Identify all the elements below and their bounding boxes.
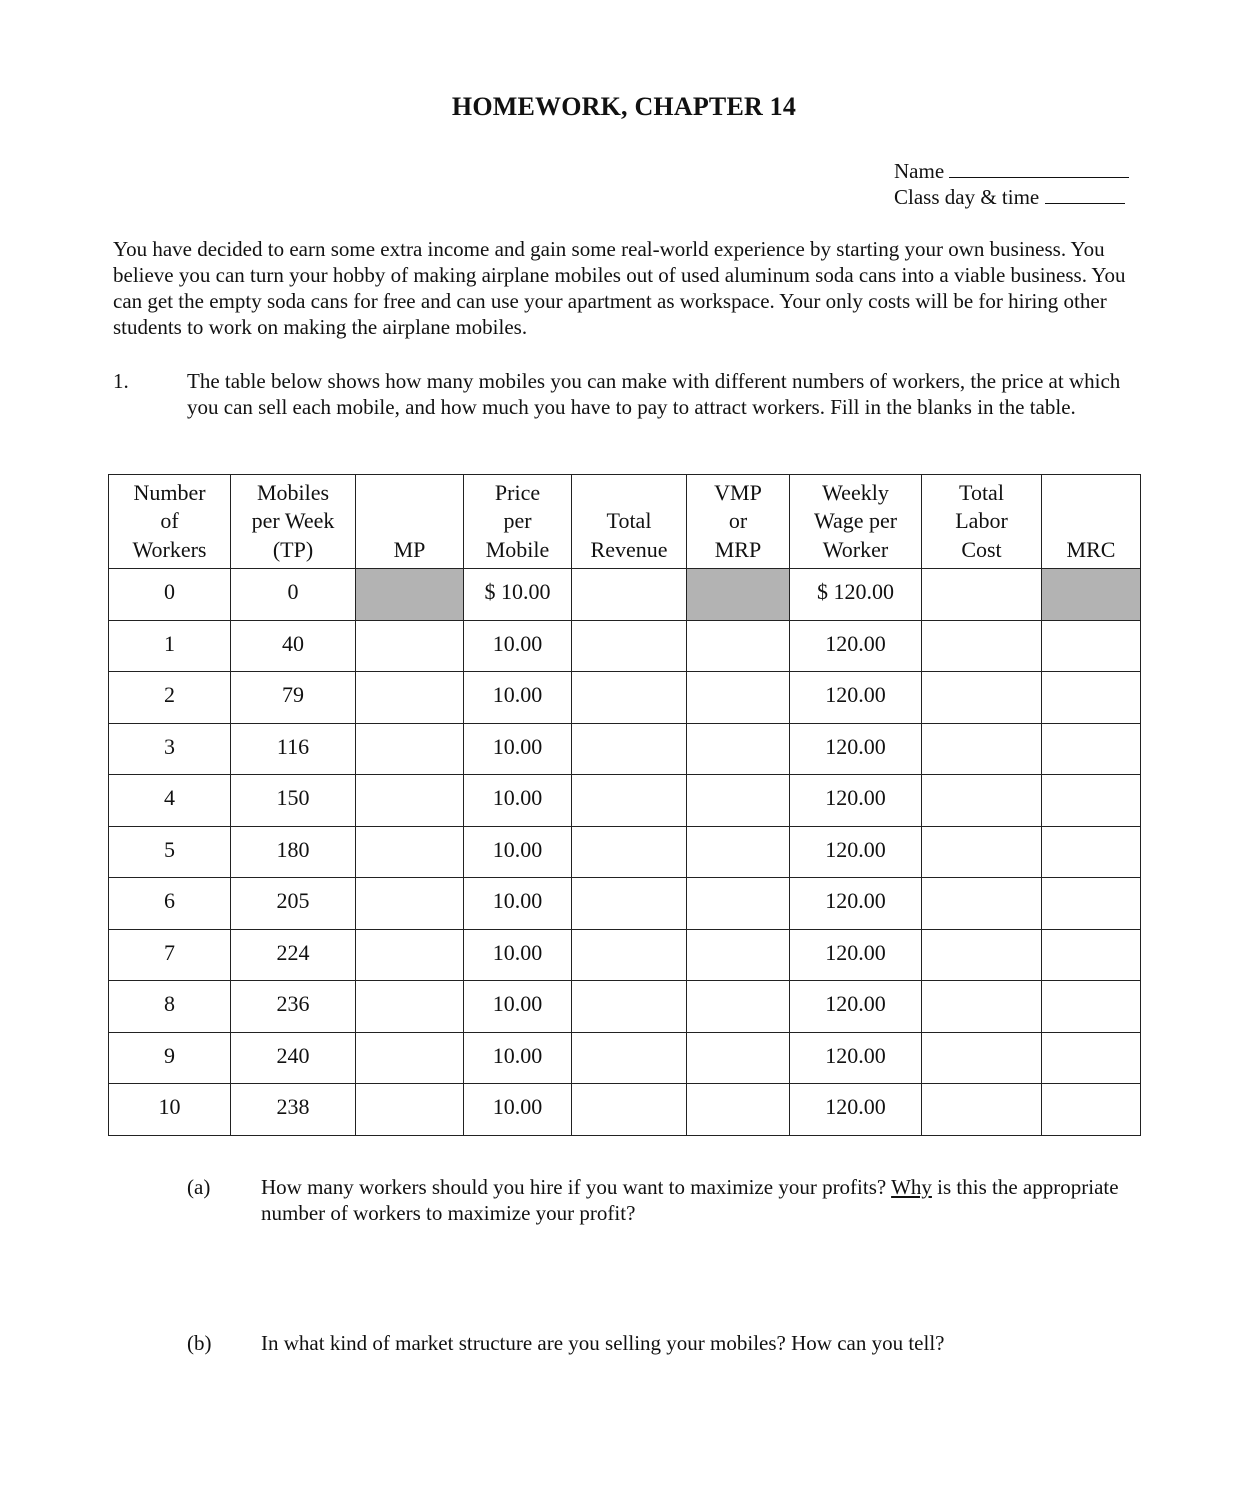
cell-mrc[interactable] [1042,1032,1141,1084]
cell-mrc[interactable] [1042,878,1141,930]
cell-vmp[interactable] [687,672,790,724]
table-row [109,672,1141,724]
cell-total-labor-cost[interactable] [922,826,1042,878]
sub-b-label: (b) [187,1331,212,1355]
cell-mp[interactable] [356,929,464,981]
table-row [109,929,1141,981]
cell-mrc[interactable] [1042,775,1141,827]
cell-wage: 120.00 [790,929,922,981]
question-1-text: The table below shows how many mobiles you can make with different numbers of workers, the price at which you can sell each mobile, and how much you have to pay to attract workers. Fill in the blanks in the table. [187,369,1121,419]
cell-workers: 2 [109,672,231,724]
table-row [109,981,1141,1033]
cell-total-revenue[interactable] [572,1084,687,1136]
header-total-revenue: Total Revenue [572,475,687,569]
cell-total-revenue[interactable] [572,775,687,827]
header-vmp: VMP or MRP [687,475,790,569]
table-row [109,878,1141,930]
cell-mp[interactable] [356,723,464,775]
class-label: Class day & time [894,185,1040,209]
page-title: HOMEWORK, CHAPTER 14 [451,92,797,121]
table-row [109,1032,1141,1084]
cell-total-revenue[interactable] [572,981,687,1033]
sub-a-text: How many workers should you hire if you want to maximize your profits? Why is this the appropriate number of workers to maximize your profit? [261,1175,1119,1225]
cell-workers: 9 [109,1032,231,1084]
header-tp: Mobiles per Week (TP) [231,475,356,569]
cell-total-labor-cost[interactable] [922,1032,1042,1084]
header-mp: MP [356,475,464,569]
cell-price: 10.00 [464,620,572,672]
sub-a-label: (a) [187,1175,211,1199]
cell-total-revenue[interactable] [572,620,687,672]
cell-mp[interactable] [356,775,464,827]
cell-vmp[interactable] [687,620,790,672]
class-line [894,184,1125,210]
why-underlined: Why [891,1175,932,1199]
cell-mrc[interactable] [1042,723,1141,775]
cell-mp[interactable] [356,620,464,672]
cell-total-labor-cost[interactable] [922,878,1042,930]
cell-workers: 6 [109,878,231,930]
cell-price: 10.00 [464,878,572,930]
cell-total-revenue[interactable] [572,569,687,621]
cell-workers: 0 [109,569,231,621]
cell-mp[interactable] [356,1032,464,1084]
cell-workers: 1 [109,620,231,672]
cell-vmp[interactable] [687,1084,790,1136]
cell-mp[interactable] [356,672,464,724]
cell-price: 10.00 [464,1032,572,1084]
header-total-labor-cost: Total Labor Cost [922,475,1042,569]
cell-wage: 120.00 [790,672,922,724]
header-wage: Weekly Wage per Worker [790,475,922,569]
cell-mrc[interactable] [1042,981,1141,1033]
cell-vmp[interactable] [687,1032,790,1084]
name-line [894,158,1129,184]
cell-mrc[interactable] [1042,672,1141,724]
cell-total-labor-cost[interactable] [922,981,1042,1033]
cell-tp: 236 [231,981,356,1033]
cell-total-labor-cost[interactable] [922,775,1042,827]
cell-tp: 180 [231,826,356,878]
cell-price: 10.00 [464,1084,572,1136]
cell-wage: 120.00 [790,981,922,1033]
cell-tp: 0 [231,569,356,621]
cell-mrc[interactable] [1042,826,1141,878]
table-row [109,775,1141,827]
cell-tp: 150 [231,775,356,827]
cell-wage: 120.00 [790,1032,922,1084]
cell-total-revenue[interactable] [572,723,687,775]
question-1-number: 1. [113,369,129,393]
cell-total-labor-cost[interactable] [922,723,1042,775]
cell-tp: 238 [231,1084,356,1136]
cell-price: 10.00 [464,981,572,1033]
cell-wage: 120.00 [790,723,922,775]
cell-price: 10.00 [464,672,572,724]
cell-tp: 116 [231,723,356,775]
cell-wage: 120.00 [790,878,922,930]
cell-tp: 224 [231,929,356,981]
header-workers: Number of Workers [109,475,231,569]
cell-price: 10.00 [464,826,572,878]
cell-workers: 3 [109,723,231,775]
production-table [108,474,1141,1136]
cell-total-revenue[interactable] [572,929,687,981]
cell-workers: 4 [109,775,231,827]
cell-workers: 5 [109,826,231,878]
cell-wage: $ 120.00 [790,569,922,621]
cell-wage: 120.00 [790,775,922,827]
cell-total-labor-cost[interactable] [922,620,1042,672]
cell-price: 10.00 [464,929,572,981]
name-blank[interactable] [949,159,1129,178]
cell-total-labor-cost[interactable] [922,929,1042,981]
cell-workers: 7 [109,929,231,981]
cell-total-revenue[interactable] [572,826,687,878]
cell-mp[interactable] [356,1084,464,1136]
cell-tp: 79 [231,672,356,724]
table-row [109,723,1141,775]
cell-mp[interactable] [356,826,464,878]
name-label: Name [894,159,945,183]
cell-tp: 40 [231,620,356,672]
cell-tp: 205 [231,878,356,930]
table-row [109,620,1141,672]
cell-total-revenue[interactable] [572,1032,687,1084]
cell-mrc[interactable] [1042,929,1141,981]
cell-mrc[interactable] [1042,1084,1141,1136]
table-row [109,569,1141,621]
cell-price: $ 10.00 [464,569,572,621]
cell-total-labor-cost[interactable] [922,672,1042,724]
cell-workers: 10 [109,1084,231,1136]
cell-vmp [687,569,790,621]
cell-price: 10.00 [464,723,572,775]
cell-workers: 8 [109,981,231,1033]
cell-vmp[interactable] [687,878,790,930]
intro-paragraph: You have decided to earn some extra income and gain some real-world experience by starting your own business. You believe you can turn your hobby of making airplane mobiles out of used aluminum soda cans into a viable business. You can get the empty soda cans for free and can use your apartment as workspace. Your only costs will be for hiring other students to work on making the airplane mobiles. [113,237,1126,339]
class-blank[interactable] [1045,185,1125,204]
cell-vmp[interactable] [687,929,790,981]
cell-vmp[interactable] [687,775,790,827]
cell-total-labor-cost[interactable] [922,569,1042,621]
cell-wage: 120.00 [790,826,922,878]
cell-total-labor-cost[interactable] [922,1084,1042,1136]
cell-mp[interactable] [356,878,464,930]
cell-total-revenue[interactable] [572,672,687,724]
cell-mrc [1042,569,1141,621]
cell-price: 10.00 [464,775,572,827]
cell-vmp[interactable] [687,826,790,878]
cell-total-revenue[interactable] [572,878,687,930]
cell-wage: 120.00 [790,1084,922,1136]
header-price: Price per Mobile [464,475,572,569]
cell-mrc[interactable] [1042,620,1141,672]
cell-tp: 240 [231,1032,356,1084]
table-row [109,826,1141,878]
cell-vmp[interactable] [687,723,790,775]
cell-wage: 120.00 [790,620,922,672]
cell-mp [356,569,464,621]
cell-vmp[interactable] [687,981,790,1033]
header-mrc: MRC [1042,475,1141,569]
cell-mp[interactable] [356,981,464,1033]
sub-b-text: In what kind of market structure are you selling your mobiles? How can you tell? [261,1331,945,1355]
table-row [109,1084,1141,1136]
